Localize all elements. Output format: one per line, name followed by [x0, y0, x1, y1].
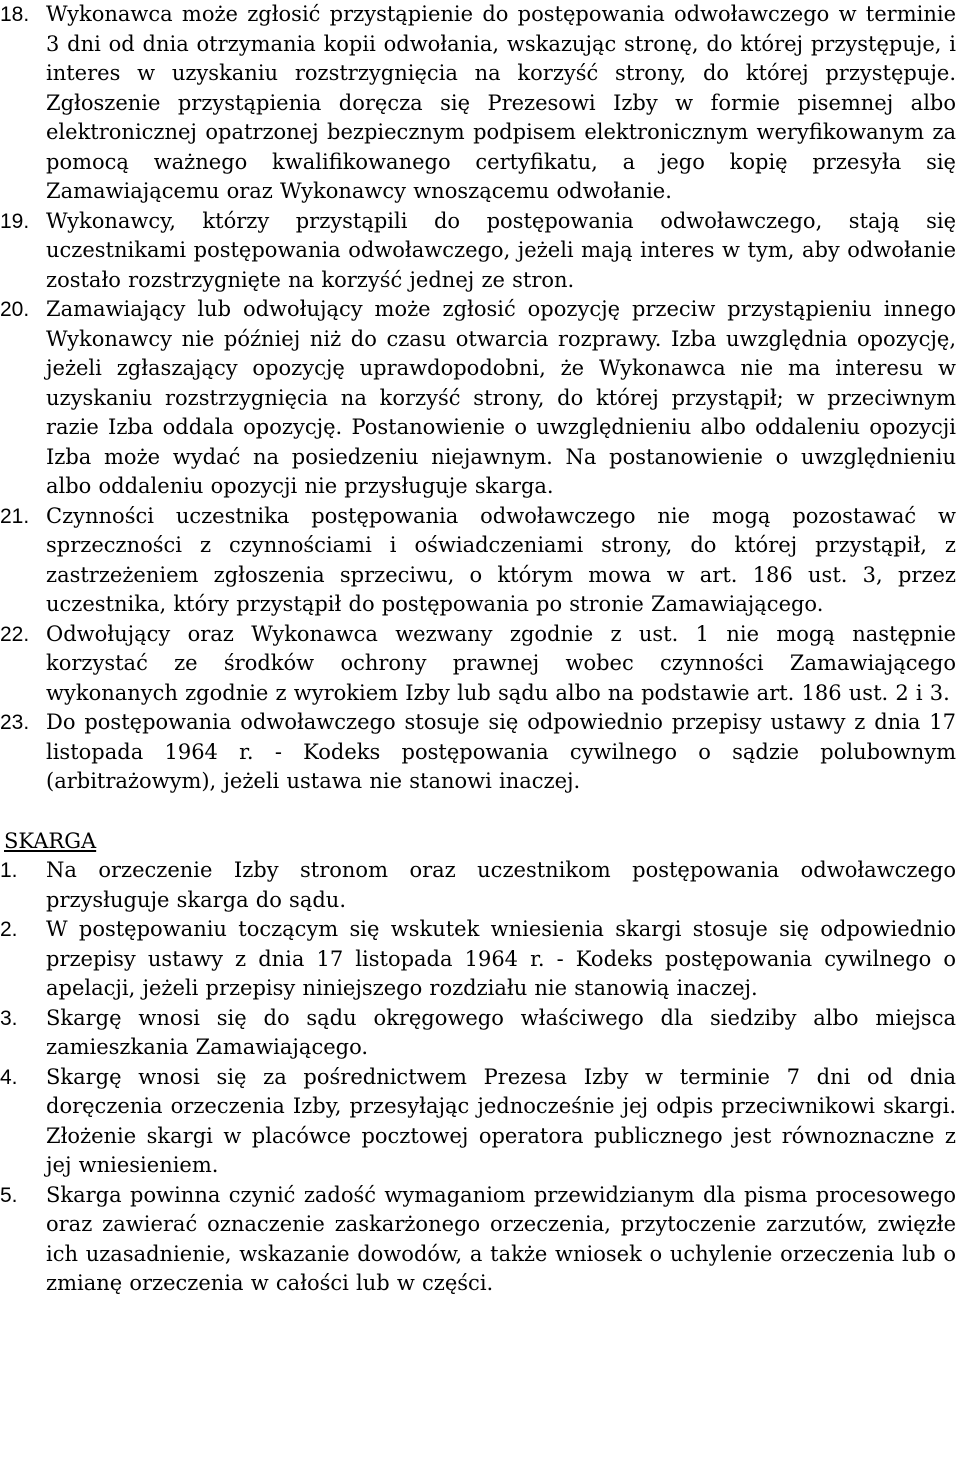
item-number: 3. — [0, 1006, 18, 1030]
paragraph-18 — [0, 0, 956, 207]
item-number: 1. — [0, 859, 18, 882]
item-text: Skargę wnosi się za pośrednictwem Prezesa Izby w terminie 7 dni od dnia doręczenia orzeczenia Izby, przesyłając jednocześnie jej odpis przeciwnikowi skargi. Złożenie skargi w placówce pocztowej operatora publicznego jest równoznaczne z jej wniesieniem. — [46, 1064, 956, 1177]
item-text: Zamawiający lub odwołujący może zgłosić opozycję przeciw przystąpieniu innego Wykonawcy nie później niż do czasu otwarcia rozprawy. Izba uwzględnia opozycję, jeżeli zgłaszający opozycję uprawdopodobni, że Wykonawca nie ma interesu w uzyskaniu rozstrzygnięcia na korzyść strony, do której przystąpił; w przeciwnym razie Izba oddala opozycję. Postanowienie o uwzględnieniu albo oddaleniu opozycji Izba może wydać na posiedzeniu niejawnym. Na postanowienie o uwzględnieniu albo oddaleniu opozycji nie przysługuje skarga. — [46, 297, 956, 498]
paragraph-20 — [0, 295, 956, 502]
item-number: 2. — [0, 918, 18, 941]
paragraph-19 — [0, 207, 956, 296]
section-heading: SKARGA — [4, 828, 97, 853]
item-number: 5. — [0, 1183, 18, 1207]
item-number: 22. — [0, 622, 30, 646]
item-number: 20. — [0, 298, 30, 321]
skarga-item-1 — [0, 856, 956, 915]
item-number: 18. — [0, 3, 30, 26]
item-number: 19. — [0, 209, 30, 233]
item-number: 21. — [0, 504, 30, 528]
skarga-item-4 — [0, 1063, 956, 1181]
item-text: Wykonawca może zgłosić przystąpienie do postępowania odwoławczego w terminie 3 dni od dnia otrzymania kopii odwołania, wskazując stronę, do której przystępuje, i interes w uzyskaniu rozstrzygnięcia na korzyść strony, do której przystępuje. Zgłoszenie przystąpienia doręcza się Prezesowi Izby w formie pisemnej albo elektronicznej opatrzonej bezpiecznym podpisem elektronicznym weryfikowanym za pomocą ważnego kwalifikowanego certyfikatu, a jego kopię przesyła się Zamawiającemu oraz Wykonawcy wnoszącemu odwołanie. — [46, 2, 956, 203]
item-text: Na orzeczenie Izby stronom oraz uczestnikom postępowania odwoławczego przysługuje skarga do sądu. — [46, 858, 956, 912]
item-number: 23. — [0, 711, 30, 734]
item-text: W postępowaniu toczącym się wskutek wniesienia skargi stosuje się odpowiednio przepisy ustawy z dnia 17 listopada 1964 r. - Kodeks postępowania cywilnego o apelacji, jeżeli przepisy niniejszego rozdziału nie stanowią inaczej. — [46, 917, 956, 1000]
item-text: Odwołujący oraz Wykonawca wezwany zgodnie z ust. 1 nie mogą następnie korzystać ze środków ochrony prawnej wobec czynności Zamawiającego wykonanych zgodnie z wyrokiem Izby lub sądu albo na podstawie art. 186 ust. 2 i 3. — [46, 621, 956, 705]
item-text: Skarga powinna czynić zadość wymaganiom przewidzianym dla pisma procesowego oraz zawierać oznaczenie zaskarżonego orzeczenia, przytoczenie zarzutów, zwięzłe ich uzasadnienie, wskazanie dowodów, a także wniosek o uchylenie orzeczenia lub o zmianę orzeczenia w całości lub w części. — [46, 1182, 956, 1295]
item-text: Czynności uczestnika postępowania odwoławczego nie mogą pozostawać w sprzeczności z czynnościami i oświadczeniami strony, do której przystąpił, z zastrzeżeniem zgłoszenia sprzeciwu, o którym mowa w art. 186 ust. 3, przez uczestnika, który przystąpił do postępowania po stronie Zamawiającego. — [46, 503, 956, 616]
item-text: Do postępowania odwoławczego stosuje się odpowiednio przepisy ustawy z dnia 17 listopada 1964 r. - Kodeks postępowania cywilnego o sądzie polubownym (arbitrażowym), jeżeli ustawa nie stanowi inaczej. — [46, 710, 956, 793]
item-text: Wykonawcy, którzy przystąpili do postępowania odwoławczego, stają się uczestnikami postępowania odwoławczego, jeżeli mają interes w tym, aby odwołanie zostało rozstrzygnięte na korzyść jednej ze stron. — [46, 208, 956, 292]
skarga-item-3 — [0, 1004, 956, 1063]
item-number: 4. — [0, 1065, 18, 1089]
skarga-item-2 — [0, 915, 956, 1004]
paragraph-21 — [0, 502, 956, 620]
paragraph-22 — [0, 620, 956, 709]
skarga-item-5 — [0, 1181, 956, 1299]
section-gap — [0, 797, 956, 827]
item-text: Skargę wnosi się do sądu okręgowego właściwego dla siedziby albo miejsca zamieszkania Zamawiającego. — [46, 1005, 956, 1059]
paragraph-23 — [0, 708, 956, 797]
